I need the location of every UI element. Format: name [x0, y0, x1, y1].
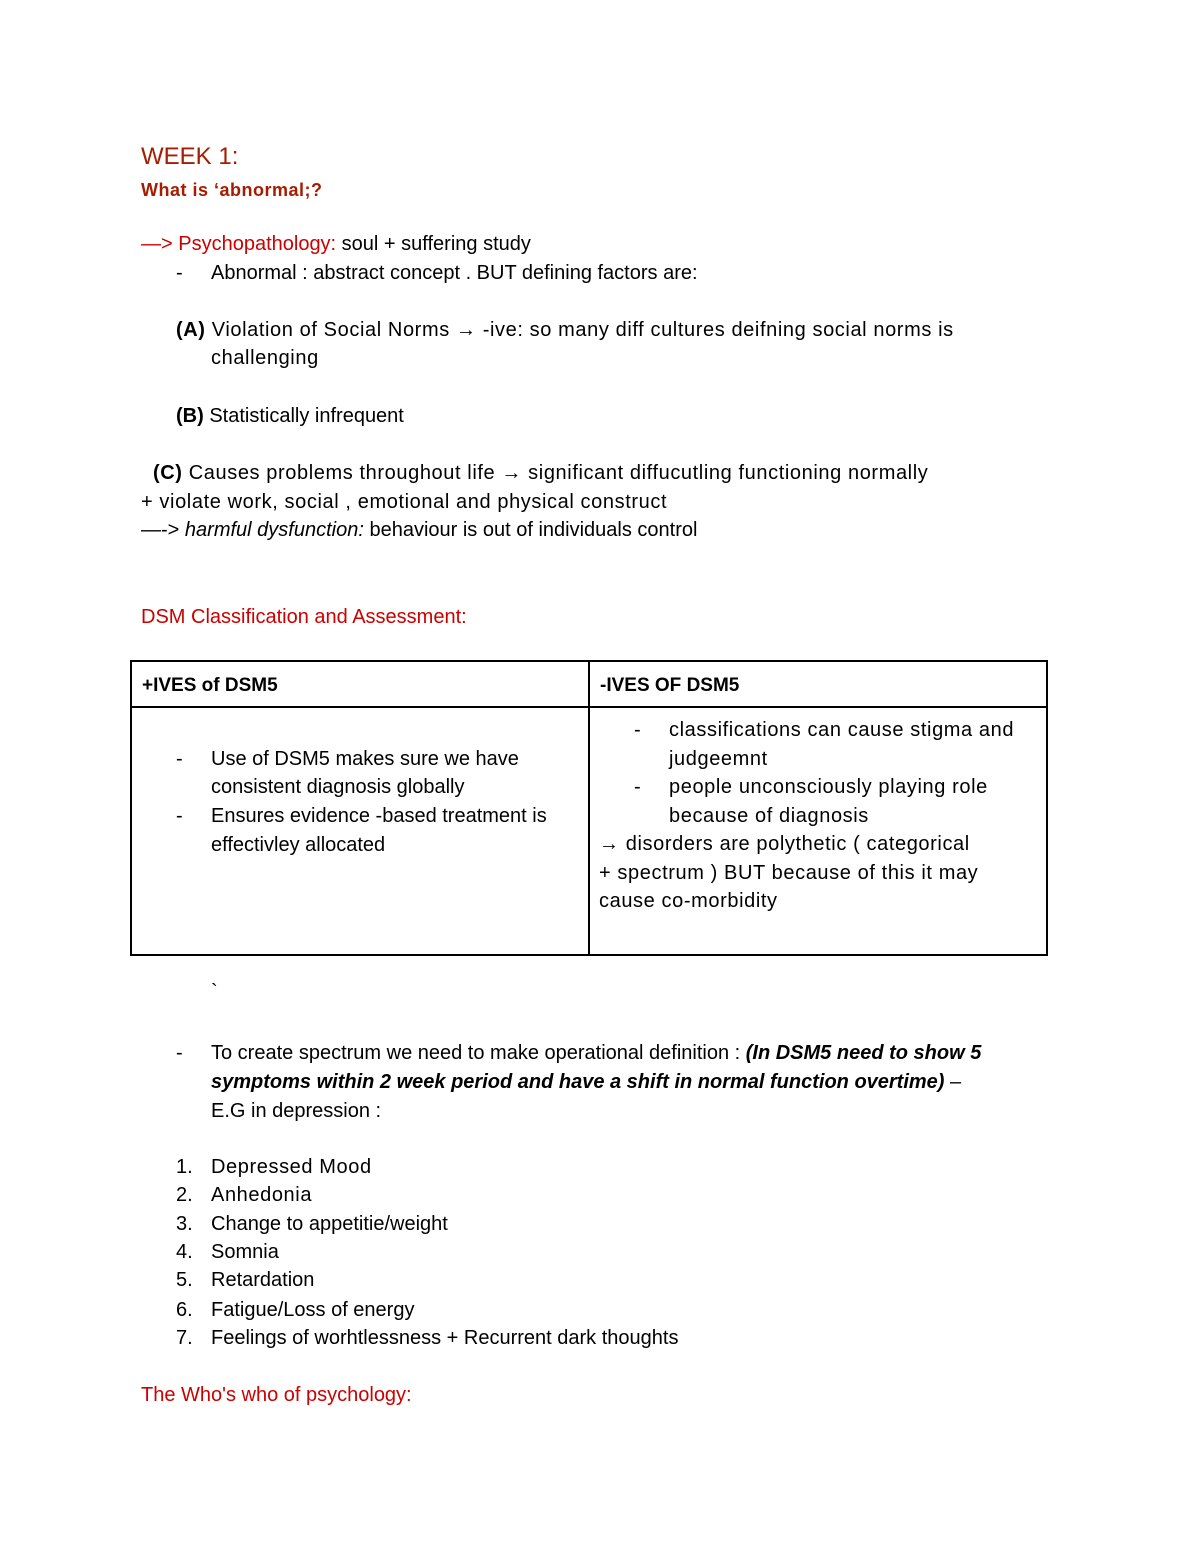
bullet-dash: -	[176, 1042, 183, 1064]
negative-line: + spectrum ) BUT because of this it may	[599, 862, 979, 884]
factor-a-label: (A)	[176, 319, 206, 341]
table-cell-negatives	[589, 707, 1047, 955]
bullet-dash: -	[634, 776, 641, 798]
bullet-dash: -	[634, 719, 641, 741]
list-item-number: 6.	[176, 1299, 193, 1321]
positive-line: consistent diagnosis globally	[211, 776, 465, 798]
factor-b-line	[176, 402, 404, 430]
list-item-number: 1.	[176, 1156, 193, 1178]
list-item: Somnia	[211, 1241, 279, 1263]
factor-a-continuation: challenging	[211, 347, 319, 369]
bullet-dash: -	[176, 262, 183, 284]
negative-line: because of diagnosis	[669, 805, 869, 827]
table-header-positives: +IVES of DSM5	[131, 661, 589, 707]
psychopathology-term: —> Psychopathology:	[141, 233, 337, 255]
factor-a-text: Violation of Social Norms → -ive: so many diff cultures deifning social norms is	[205, 319, 954, 341]
list-item-number: 5.	[176, 1269, 193, 1291]
list-item-number: 3.	[176, 1213, 193, 1235]
positive-line: Ensures evidence -based treatment is	[211, 805, 547, 827]
bullet-dash: -	[176, 748, 183, 770]
harmful-term: harmful dysfunction:	[184, 519, 364, 541]
spectrum-line-2	[211, 1068, 961, 1096]
negative-line: people unconsciously playing role	[669, 776, 988, 798]
positive-line: Use of DSM5 makes sure we have	[211, 748, 519, 770]
harmful-arrow: —->	[141, 519, 185, 541]
spectrum-criteria: (In DSM5 need to show 5	[745, 1042, 982, 1064]
psychopathology-line	[141, 230, 531, 258]
stray-backtick: `	[211, 981, 218, 1003]
list-item: Depressed Mood	[211, 1156, 372, 1178]
dsm-pros-cons-table	[130, 660, 1048, 956]
factor-c-continuation: + violate work, social , emotional and physical construct	[141, 491, 668, 513]
dsm-section-heading: DSM Classification and Assessment:	[141, 606, 467, 628]
spectrum-text: To create spectrum we need to make operational definition :	[211, 1042, 746, 1064]
list-item-number: 2.	[176, 1184, 193, 1206]
factor-c-text: Causes problems throughout life → significant diffucutling functioning normally	[182, 462, 929, 484]
abnormal-line: Abnormal : abstract concept . BUT defining factors are:	[211, 262, 698, 284]
spectrum-line-1	[211, 1039, 981, 1067]
list-item: Feelings of worhtlessness + Recurrent dark thoughts	[211, 1327, 679, 1349]
list-item: Fatigue/Loss of energy	[211, 1299, 415, 1321]
list-item: Anhedonia	[211, 1184, 313, 1206]
spectrum-dash: –	[944, 1071, 962, 1093]
list-item-number: 4.	[176, 1241, 193, 1263]
negative-line: → disorders are polythetic ( categorical	[599, 833, 970, 855]
factor-c-label: (C)	[153, 462, 183, 484]
whos-who-heading: The Who's who of psychology:	[141, 1384, 412, 1406]
factor-b-label: (B)	[176, 405, 204, 427]
negative-line: judgeemnt	[669, 748, 768, 770]
table-header-negatives: -IVES OF DSM5	[589, 661, 1047, 707]
table-cell-positives	[131, 707, 589, 955]
spectrum-example: E.G in depression :	[211, 1100, 382, 1122]
negative-line: cause co-morbidity	[599, 890, 778, 912]
list-item: Change to appetitie/weight	[211, 1213, 448, 1235]
spectrum-criteria-continued: symptoms within 2 week period and have a shift in normal function overtime)	[211, 1071, 945, 1093]
harmful-definition: behaviour is out of individuals control	[363, 519, 698, 541]
factor-c-line	[153, 459, 928, 487]
abnormal-subheading: What is ‘abnormal;?	[141, 180, 323, 200]
harmful-dysfunction-line	[141, 516, 697, 544]
negative-line: classifications can cause stigma and	[669, 719, 1015, 741]
week-heading: WEEK 1:	[141, 143, 239, 170]
bullet-dash: -	[176, 805, 183, 827]
factor-b-text: Statistically infrequent	[203, 405, 404, 427]
positive-line: effectivley allocated	[211, 834, 386, 856]
factor-a-line	[176, 316, 954, 344]
psychopathology-definition: soul + suffering study	[336, 233, 531, 255]
list-item: Retardation	[211, 1269, 315, 1291]
list-item-number: 7.	[176, 1327, 193, 1349]
